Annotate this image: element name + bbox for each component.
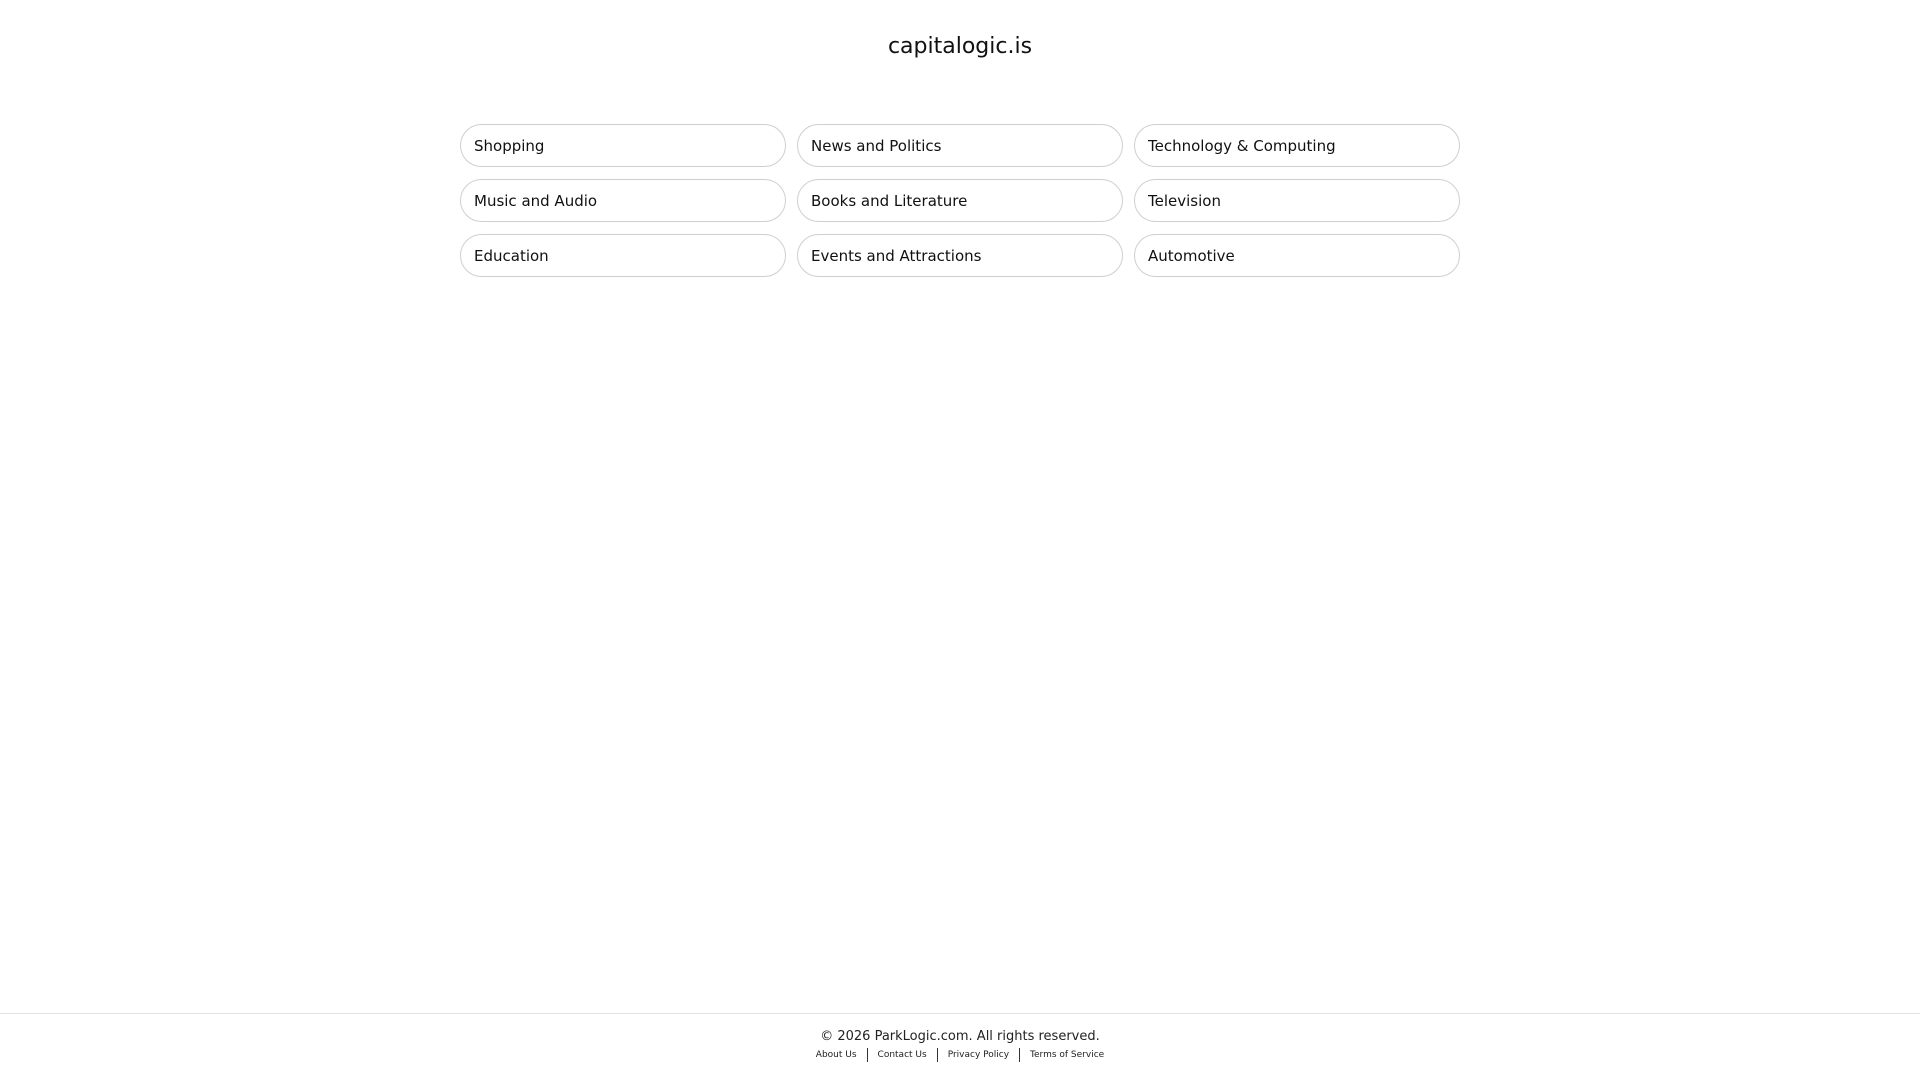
category-link-education[interactable]: Education xyxy=(460,234,786,277)
about-us-link[interactable]: About Us xyxy=(815,1050,857,1060)
category-link-news-and-politics[interactable]: News and Politics xyxy=(797,124,1123,167)
footer xyxy=(0,1013,1920,1080)
copyright-text: © 2026 ParkLogic.com. All rights reserved. xyxy=(820,1029,1100,1044)
privacy-policy-link[interactable]: Privacy Policy xyxy=(947,1050,1010,1060)
category-link-music-and-audio[interactable]: Music and Audio xyxy=(460,179,786,222)
category-link-books-and-literature[interactable]: Books and Literature xyxy=(797,179,1123,222)
category-grid xyxy=(460,124,1460,277)
contact-us-link[interactable]: Contact Us xyxy=(877,1050,927,1060)
category-link-shopping[interactable]: Shopping xyxy=(460,124,786,167)
footer-links xyxy=(0,1048,1920,1062)
category-link-television[interactable]: Television xyxy=(1134,179,1460,222)
category-link-automotive[interactable]: Automotive xyxy=(1134,234,1460,277)
site-title: capitalogic.is xyxy=(887,34,1033,59)
category-link-technology-computing[interactable]: Technology & Computing xyxy=(1134,124,1460,167)
terms-of-service-link[interactable]: Terms of Service xyxy=(1030,1050,1105,1060)
category-link-events-and-attractions[interactable]: Events and Attractions xyxy=(797,234,1123,277)
